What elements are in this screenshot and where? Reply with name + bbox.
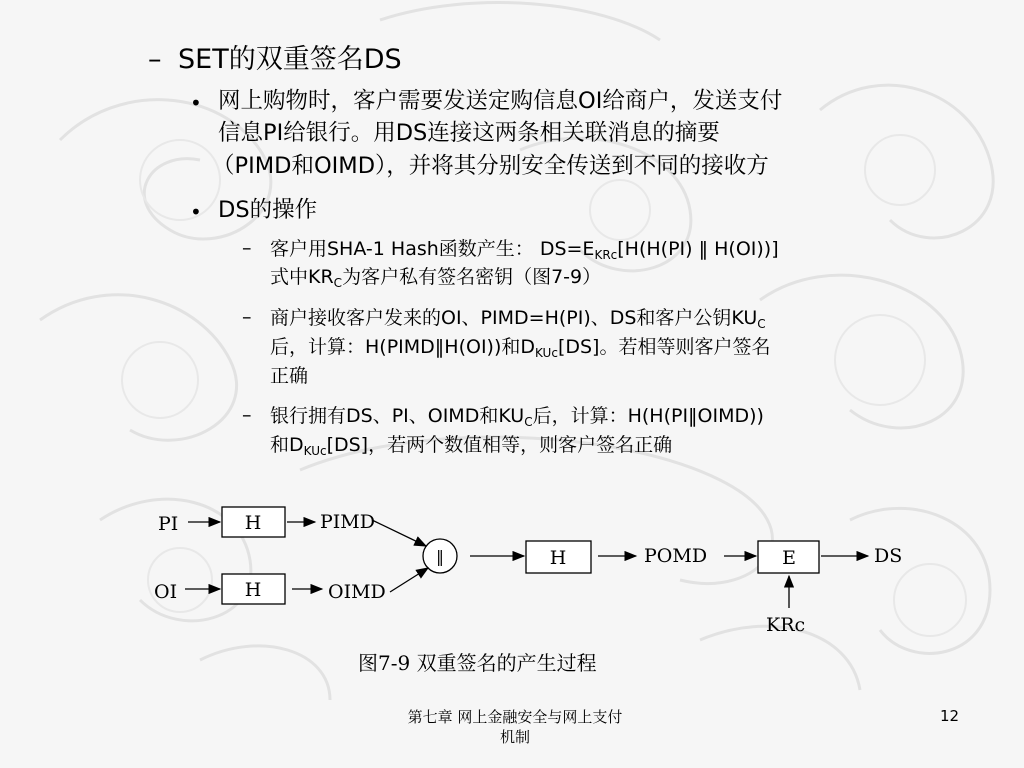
arrow-pimd-to-concat	[372, 520, 426, 546]
hash-bottom-label: H	[244, 579, 262, 601]
oimd-label: OIMD	[328, 581, 386, 603]
page-number: 12	[940, 707, 960, 725]
pomd-label: POMD	[644, 545, 708, 567]
sub-item-2-line-1: 商户接收客户发来的OI、PIMD=H(PI)、DS和客户公钥$KU_C$	[270, 307, 766, 331]
heading-text: SET的双重签名DS	[178, 44, 402, 75]
footer-line-2: 机制	[499, 728, 530, 746]
figure-caption: 图7-9 双重签名的产生过程	[358, 651, 597, 675]
sub-item-1-line-2: 式中$KR_C$为客户私有签名密钥（图7-9）	[270, 266, 602, 290]
sub-item-3-line-1: 银行拥有DS、PI、OIMD和$KU_C$后，计算：H(H(PI‖OIMD))	[270, 405, 764, 429]
sub-item-2-line-2: 后，计算：H(PIMD‖H(OI))和$D_{KUc}[DS]$。若相等则客户签名	[270, 336, 771, 360]
sub-item-3-line-2: 和$D_{KUc}[DS]$，若两个数值相等，则客户签名正确	[270, 434, 673, 458]
ds-output-label: DS	[874, 545, 903, 567]
oi-label: OI	[154, 581, 178, 603]
sub-item-2-line-3: 正确	[270, 365, 309, 387]
krc-label: KRc	[766, 614, 806, 636]
bullet-marker-2: •	[190, 200, 202, 224]
sub-item-dash-3: –	[242, 404, 252, 426]
pi-label: PI	[158, 513, 179, 535]
concat-symbol: ‖	[436, 547, 444, 566]
hash-middle-label: H	[549, 547, 567, 569]
arrow-oimd-to-concat	[390, 568, 428, 592]
sub-item-dash-1: –	[242, 237, 252, 259]
bullet-marker-1: •	[190, 91, 202, 115]
heading-dash: –	[148, 44, 162, 75]
bullet2-text: DS的操作	[218, 197, 318, 223]
bullet1-line-3: （PIMD和OIMD），并将其分别安全传送到不同的接收方	[212, 153, 769, 179]
bullet1-line-2: 信息PI给银行。用DS连接这两条相关联消息的摘要	[218, 120, 720, 146]
sub-item-1-line-1: 客户用SHA-1 Hash函数产生： $DS=E_{KRc}[H(H(PI)$ ‖ H(OI))]	[270, 238, 779, 262]
bullet1-line-1: 网上购物时，客户需要发送定购信息OI给商户，发送支付	[218, 88, 783, 114]
encrypt-label: E	[782, 547, 796, 569]
slide-footer	[350, 707, 680, 747]
footer-line-1: 第七章 网上金融安全与网上支付	[407, 708, 623, 726]
hash-top-label: H	[244, 512, 262, 534]
sub-item-dash-2: –	[242, 306, 252, 328]
pimd-label: PIMD	[320, 511, 375, 533]
